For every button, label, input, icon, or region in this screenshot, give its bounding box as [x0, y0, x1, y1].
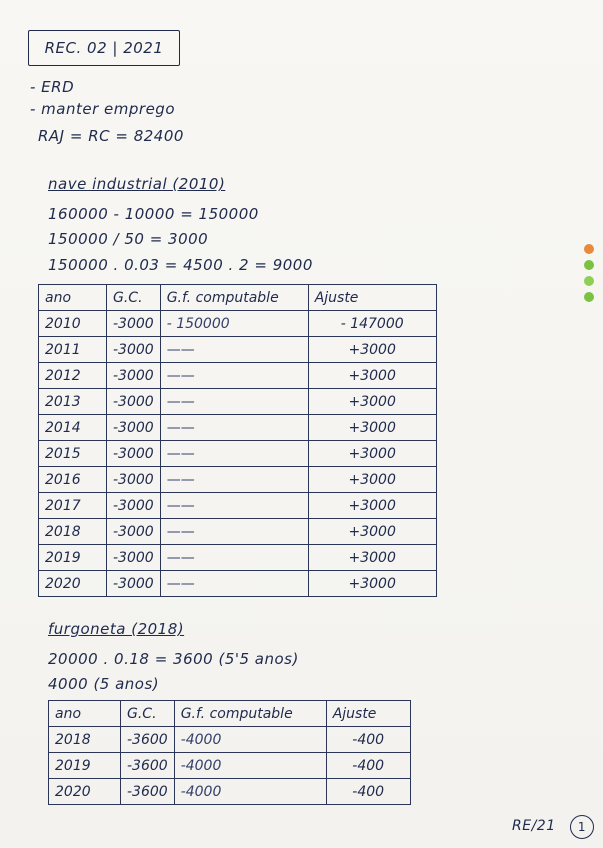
- green-tab-marker: [584, 292, 594, 302]
- table-row: [39, 441, 437, 467]
- cell-year: 2018: [49, 727, 121, 753]
- cell-gc: -3000: [107, 363, 161, 389]
- cell-year: 2013: [39, 389, 107, 415]
- index-tabs: [584, 244, 594, 308]
- cell-gc: -3000: [107, 467, 161, 493]
- cell-ajuste: +3000: [308, 441, 436, 467]
- section-heading-nave: nave industrial (2010): [48, 175, 226, 193]
- cell-year: 2016: [39, 467, 107, 493]
- cell-gf: - 150000: [160, 311, 308, 337]
- cell-ajuste: +3000: [308, 415, 436, 441]
- furgoneta-table: [48, 700, 411, 805]
- column-header: Ajuste: [308, 285, 436, 311]
- cell-ajuste: -400: [326, 753, 410, 779]
- furgoneta-calc-2: 4000 (5 anos): [48, 675, 160, 693]
- cell-year: 2010: [39, 311, 107, 337]
- cell-ajuste: +3000: [308, 389, 436, 415]
- cell-year: 2019: [49, 753, 121, 779]
- section-heading-furgoneta: furgoneta (2018): [48, 620, 185, 638]
- cell-gc: -3000: [107, 311, 161, 337]
- nave-calc-1: 160000 - 10000 = 150000: [48, 205, 259, 223]
- cell-gf: ——: [160, 389, 308, 415]
- cell-gf: ——: [160, 441, 308, 467]
- cell-gc: -3000: [107, 415, 161, 441]
- cell-gf: ——: [160, 467, 308, 493]
- cell-gc: -3000: [107, 493, 161, 519]
- page-title-box: [28, 30, 180, 66]
- table-row: [39, 467, 437, 493]
- table-header-row: [49, 701, 411, 727]
- cell-gf: ——: [160, 337, 308, 363]
- cell-year: 2014: [39, 415, 107, 441]
- table-row: [39, 389, 437, 415]
- cell-gf: -4000: [174, 779, 326, 805]
- cell-ajuste: +3000: [308, 519, 436, 545]
- cell-year: 2018: [39, 519, 107, 545]
- note-raj: RAJ = RC = 82400: [38, 127, 184, 145]
- table-row: [49, 727, 411, 753]
- cell-ajuste: +3000: [308, 493, 436, 519]
- cell-year: 2012: [39, 363, 107, 389]
- table-row: [39, 311, 437, 337]
- cell-ajuste: -400: [326, 727, 410, 753]
- column-header: ano: [39, 285, 107, 311]
- column-header: G.C.: [107, 285, 161, 311]
- column-header: Ajuste: [326, 701, 410, 727]
- cell-year: 2015: [39, 441, 107, 467]
- page-number: 1: [570, 815, 594, 839]
- cell-gc: -3000: [107, 571, 161, 597]
- column-header: G.C.: [121, 701, 175, 727]
- cell-ajuste: +3000: [308, 337, 436, 363]
- cell-gf: -4000: [174, 753, 326, 779]
- cell-year: 2017: [39, 493, 107, 519]
- cell-year: 2019: [39, 545, 107, 571]
- cell-gf: ——: [160, 493, 308, 519]
- table-header-row: [39, 285, 437, 311]
- nave-table: [38, 284, 437, 597]
- furgoneta-calc-1: 20000 . 0.18 = 3600 (5'5 anos): [48, 650, 299, 668]
- footer-code: RE/21: [512, 818, 556, 834]
- note-emprego: - manter emprego: [30, 100, 175, 118]
- cell-gc: -3600: [121, 779, 175, 805]
- table-row: [39, 415, 437, 441]
- column-header: ano: [49, 701, 121, 727]
- cell-gf: ——: [160, 415, 308, 441]
- table-row: [39, 493, 437, 519]
- nave-calc-3: 150000 . 0.03 = 4500 . 2 = 9000: [48, 256, 313, 274]
- cell-gc: -3000: [107, 337, 161, 363]
- cell-gf: -4000: [174, 727, 326, 753]
- note-erd: - ERD: [30, 78, 75, 96]
- cell-ajuste: -400: [326, 779, 410, 805]
- table-row: [39, 337, 437, 363]
- page-title: REC. 02 | 2021: [44, 39, 164, 57]
- table-row: [49, 779, 411, 805]
- cell-gf: ——: [160, 545, 308, 571]
- table-row: [39, 571, 437, 597]
- cell-ajuste: +3000: [308, 545, 436, 571]
- cell-ajuste: +3000: [308, 571, 436, 597]
- cell-gf: ——: [160, 571, 308, 597]
- nave-calc-2: 150000 / 50 = 3000: [48, 230, 209, 248]
- cell-gc: -3600: [121, 727, 175, 753]
- cell-gc: -3000: [107, 389, 161, 415]
- cell-gf: ——: [160, 363, 308, 389]
- cell-ajuste: - 147000: [308, 311, 436, 337]
- green-tab-marker: [584, 260, 594, 270]
- cell-ajuste: +3000: [308, 467, 436, 493]
- cell-gc: -3000: [107, 441, 161, 467]
- cell-year: 2011: [39, 337, 107, 363]
- table-row: [39, 519, 437, 545]
- column-header: G.f. computable: [174, 701, 326, 727]
- cell-gc: -3600: [121, 753, 175, 779]
- cell-gc: -3000: [107, 519, 161, 545]
- green-tab-marker: [584, 276, 594, 286]
- cell-gc: -3000: [107, 545, 161, 571]
- cell-year: 2020: [49, 779, 121, 805]
- table-row: [49, 753, 411, 779]
- cell-year: 2020: [39, 571, 107, 597]
- cell-ajuste: +3000: [308, 363, 436, 389]
- table-row: [39, 545, 437, 571]
- column-header: G.f. computable: [160, 285, 308, 311]
- cell-gf: ——: [160, 519, 308, 545]
- orange-tab-marker: [584, 244, 594, 254]
- table-row: [39, 363, 437, 389]
